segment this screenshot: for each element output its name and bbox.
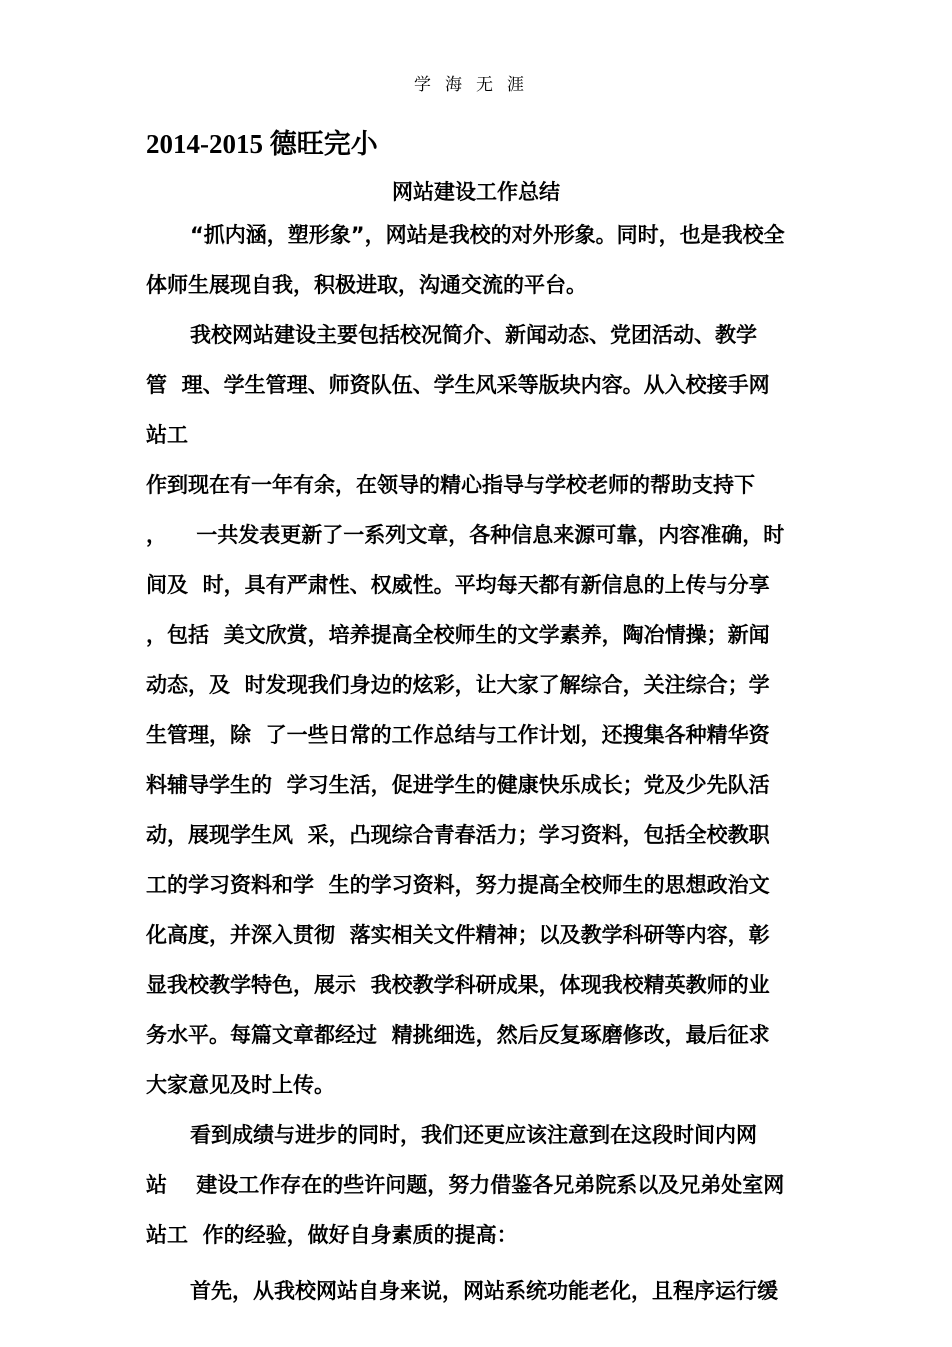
- text-line: 首先，从我校网站自身来说，网站系统功能老化，且程序运行缓: [190, 1279, 778, 1303]
- text-line: 作到现在有一年有余，在领导的精心指导与学校老师的帮助支持下: [146, 473, 755, 497]
- text-line: 站工 作的经验，做好自身素质的提高：: [146, 1223, 518, 1247]
- text-line: 间及 时，具有严肃性、权威性。平均每天都有新信息的上传与分享: [146, 573, 770, 597]
- text-line: 看到成绩与进步的同时，我们还更应该注意到在这段时间内网: [190, 1123, 757, 1147]
- text-line: 管 理、学生管理、师资队伍、学生风采等版块内容。从入校接手网: [146, 373, 770, 397]
- text-line: 工的学习资料和学 生的学习资料，努力提高全校师生的思想政治文: [146, 873, 770, 897]
- text-line: ， 一共发表更新了一系列文章，各种信息来源可靠，内容准确，时: [146, 523, 785, 547]
- text-line: 动态，及 时发现我们身边的炫彩，让大家了解综合，关注综合；学: [146, 673, 770, 697]
- title-school: 德旺完小: [269, 129, 378, 160]
- page-header: 学海无涯: [414, 75, 538, 95]
- title-year: 2014-2015: [146, 129, 263, 159]
- text-line: 料辅导学生的 学习生活，促进学生的健康快乐成长；党及少先队活: [146, 773, 770, 797]
- text-line: 动，展现学生风 采，凸现综合青春活力；学习资料，包括全校教职: [146, 823, 770, 847]
- text-line: 生管理，除 了一些日常的工作总结与工作计划，还搜集各种精华资: [146, 723, 770, 747]
- text-line: 我校网站建设主要包括校况简介、新闻动态、党团活动、教学: [190, 323, 757, 347]
- text-line: 大家意见及时上传。: [146, 1073, 335, 1097]
- text-line: 体师生展现自我，积极进取，沟通交流的平台。: [146, 273, 587, 297]
- text-line: ，包括 美文欣赏，培养提高全校师生的文学素养，陶冶情操；新闻: [146, 623, 770, 647]
- text-line: 站 建设工作存在的些许问题，努力借鉴各兄弟院系以及兄弟处室网: [146, 1173, 785, 1197]
- text-line: 化高度，并深入贯彻 落实相关文件精神；以及教学科研等内容，彰: [146, 923, 770, 947]
- text-line: 站工: [146, 423, 188, 447]
- text-line: 显我校教学特色，展示 我校教学科研成果，体现我校精英教师的业: [146, 973, 770, 997]
- document-subtitle: 网站建设工作总结: [392, 180, 560, 204]
- text-line: “抓内涵，塑形象”，网站是我校的对外形象。同时，也是我校全: [190, 223, 785, 247]
- text-line: 务水平。每篇文章都经过 精挑细选，然后反复琢磨修改，最后征求: [146, 1023, 770, 1047]
- document-title: [146, 122, 378, 161]
